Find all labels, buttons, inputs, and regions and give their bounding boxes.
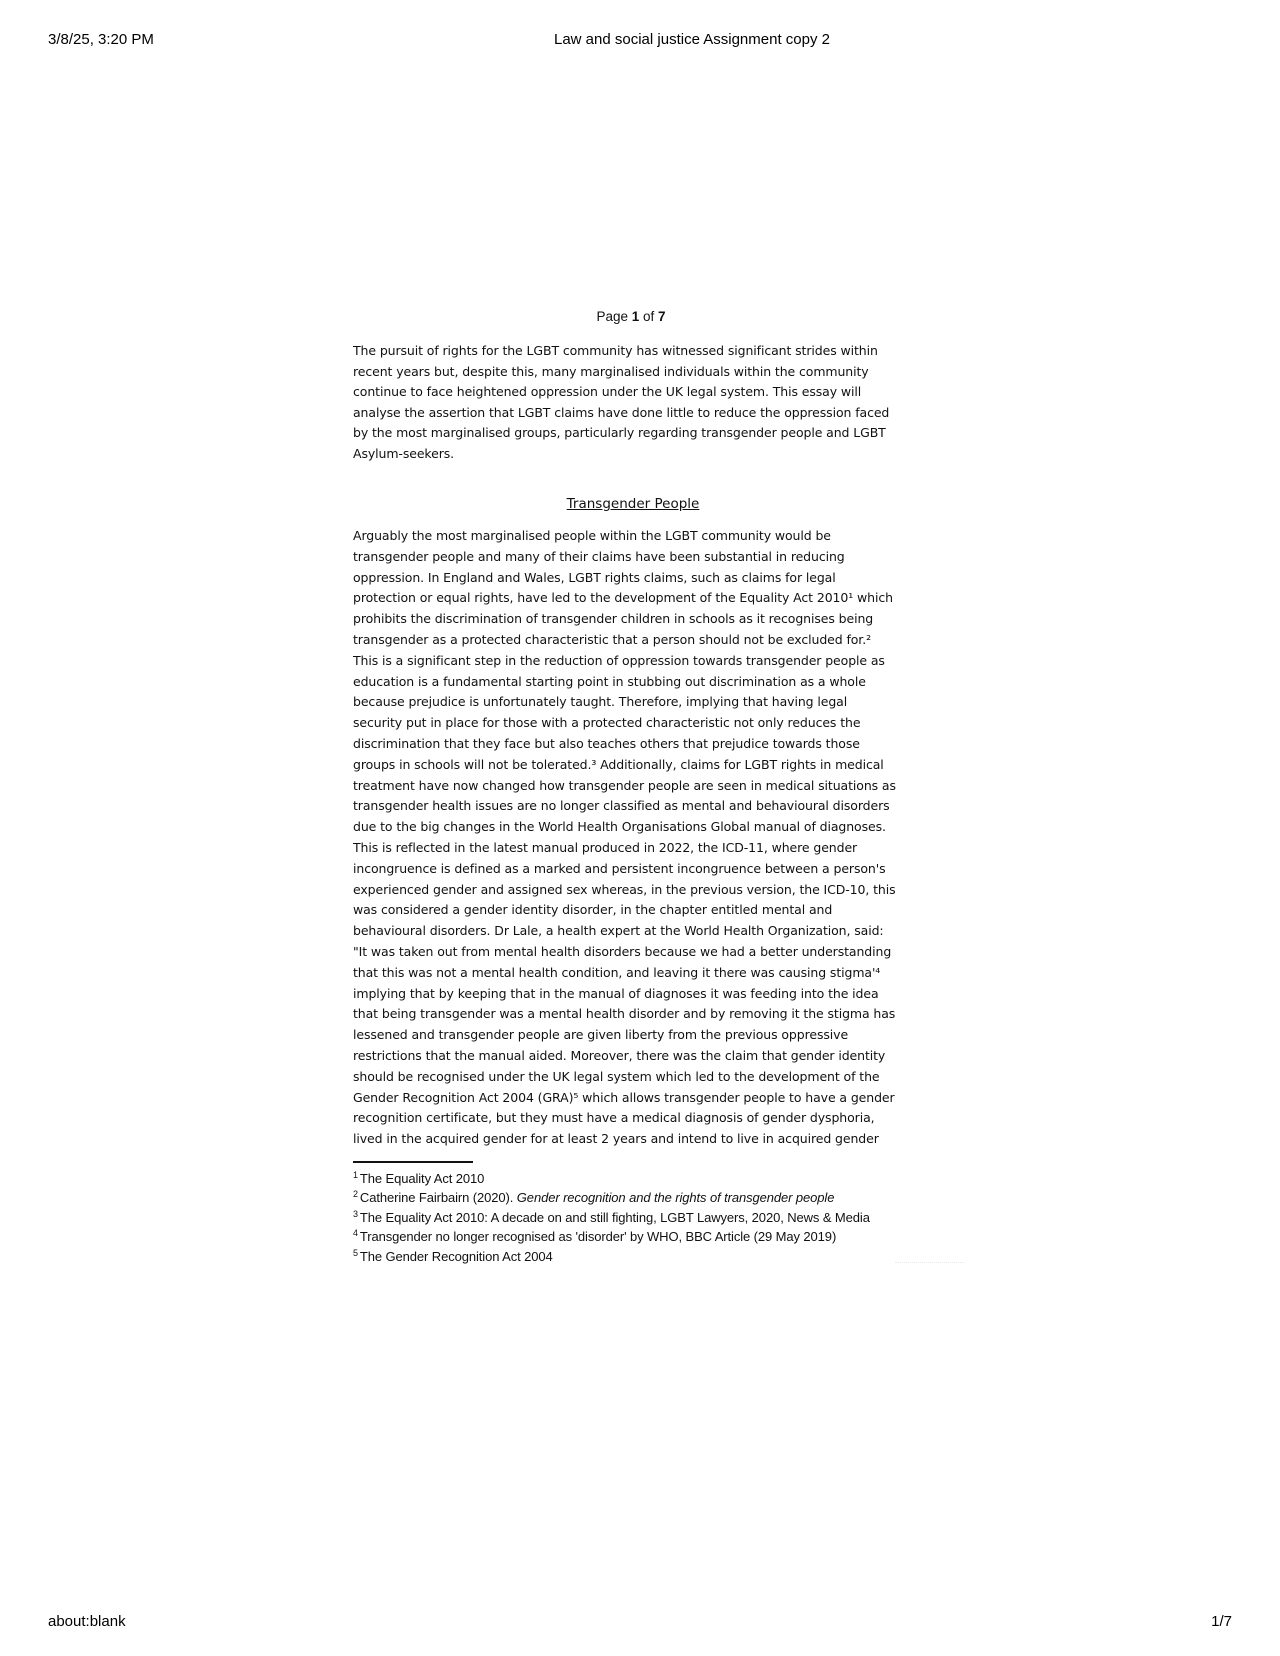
text-line: Gender Recognition Act 2004 (GRA)⁵ which allows transgender people to have a gender — [353, 1089, 895, 1105]
footnote — [353, 1169, 913, 1189]
section-heading: Transgender People — [566, 496, 700, 512]
text-line: incongruence is defined as a marked and persistent incongruence between a person's — [353, 860, 886, 876]
text-line: should be recognised under the UK legal system which led to the development of the — [353, 1068, 880, 1084]
text-line: recognition certificate, but they must have a medical diagnosis of gender dysphoria, — [353, 1110, 875, 1126]
footnote-number: 2 — [353, 1189, 358, 1200]
text-line: groups in schools will not be tolerated.³ Additionally, claims for LGBT rights in medical — [353, 756, 884, 772]
text-line: education is a fundamental starting point in stubbing out discrimination as a whole — [353, 673, 866, 689]
document-content — [353, 308, 913, 1266]
text-line: security put in place for those with a protected characteristic not only reduces the — [353, 715, 861, 731]
page-indicator-total: 7 — [658, 309, 666, 324]
footnote-number: 4 — [353, 1228, 358, 1239]
footer-page-number: 1/7 — [1211, 1613, 1232, 1630]
page-indicator-prefix: Page — [596, 309, 628, 324]
footnote-text: Transgender no longer recognised as 'disorder' by WHO, BBC Article (29 May 2019) — [359, 1229, 837, 1245]
footer-url: about:blank — [48, 1613, 126, 1630]
text-line: This is a significant step in the reduction of oppression towards transgender people as — [353, 652, 885, 668]
text-line: lessened and transgender people are given liberty from the previous oppressive — [353, 1027, 849, 1043]
intro-paragraph — [353, 341, 913, 464]
text-line: continue to face heightened oppression under the UK legal system. This essay will — [353, 384, 862, 399]
text-line: behavioural disorders. Dr Lale, a health expert at the World Health Organization, said: — [353, 923, 884, 939]
text-line: due to the big changes in the World Health Organisations Global manual of diagnoses. — [353, 819, 886, 835]
page-indicator-separator: of — [643, 309, 655, 324]
text-line: recent years but, despite this, many marginalised individuals within the community — [353, 363, 869, 379]
text-line: transgender people and many of their claims have been substantial in reducing — [353, 548, 845, 564]
footnote-number: 1 — [353, 1169, 358, 1180]
text-line: transgender health issues are no longer classified as mental and behavioural disorders — [353, 798, 890, 814]
text-line: analyse the assertion that LGBT claims have done little to reduce the oppression faced — [353, 404, 890, 420]
text-line: lived in the acquired gender for at least 2 years and intend to live in acquired gender — [353, 1131, 879, 1147]
text-line: by the most marginalised groups, particularly regarding transgender people and LGBT — [353, 425, 886, 440]
text-line: implying that by keeping that in the manual of diagnoses it was feeding into the idea — [353, 985, 879, 1001]
text-line: experienced gender and assigned sex whereas, in the previous version, the ICD-10, this — [353, 881, 896, 897]
text-line: "It was taken out from mental health disorders because we had a better understanding — [353, 943, 892, 959]
text-line: This is reflected in the latest manual produced in 2022, the ICD-11, where gender — [353, 839, 858, 855]
footnotes — [353, 1169, 913, 1267]
text-line: discrimination that they face but also teaches others that prejudice towards those — [353, 735, 860, 751]
text-line: Asylum-seekers. — [353, 445, 455, 461]
footnote-number: 5 — [353, 1247, 358, 1258]
text-line: protection or equal rights, have led to the development of the Equality Act 2010¹ which — [353, 590, 893, 606]
footnote — [353, 1227, 913, 1247]
print-header — [48, 31, 1232, 49]
page-indicator — [349, 308, 913, 326]
footnote-divider — [353, 1161, 473, 1163]
text-line: that this was not a mental health condition, and leaving it there was causing stigma'⁴ — [353, 964, 881, 980]
footnote — [353, 1208, 913, 1228]
print-datetime: 3/8/25, 3:20 PM — [48, 31, 154, 48]
footnote-italic-text: Gender recognition and the rights of transgender people — [516, 1190, 835, 1206]
body-paragraph — [353, 526, 913, 1150]
text-line: restrictions that the manual aided. Moreover, there was the claim that gender identity — [353, 1047, 886, 1063]
text-line: treatment have now changed how transgender people are seen in medical situations as — [353, 777, 896, 793]
text-line: The pursuit of rights for the LGBT community has witnessed significant strides within — [353, 343, 878, 358]
footnote-text: The Equality Act 2010: A decade on and still fighting, LGBT Lawyers, 2020, News & Media — [359, 1209, 870, 1225]
print-footer — [48, 1613, 1232, 1631]
text-line: oppression. In England and Wales, LGBT rights claims, such as claims for legal — [353, 569, 836, 585]
text-line: was considered a gender identity disorder, in the chapter entitled mental and — [353, 902, 833, 918]
footnote-text: The Equality Act 2010 — [359, 1170, 485, 1186]
text-line: Arguably the most marginalised people within the LGBT community would be — [353, 528, 831, 543]
faint-artifact — [895, 1262, 965, 1263]
page-indicator-current: 1 — [631, 309, 640, 324]
print-title: Law and social justice Assignment copy 2 — [554, 31, 830, 48]
footnote-number: 3 — [353, 1208, 358, 1219]
text-line: that being transgender was a mental health disorder and by removing it the stigma has — [353, 1006, 896, 1022]
footnote-text: The Gender Recognition Act 2004 — [359, 1248, 553, 1264]
footnote — [353, 1247, 913, 1267]
text-line: transgender as a protected characteristic that a person should not be excluded for.² — [353, 631, 871, 647]
footnote — [353, 1188, 913, 1208]
footnote-text: Catherine Fairbairn (2020). — [359, 1190, 517, 1206]
text-line: prohibits the discrimination of transgender children in schools as it recognises being — [353, 611, 874, 627]
text-line: because prejudice is unfortunately taught. Therefore, implying that having legal — [353, 694, 848, 710]
